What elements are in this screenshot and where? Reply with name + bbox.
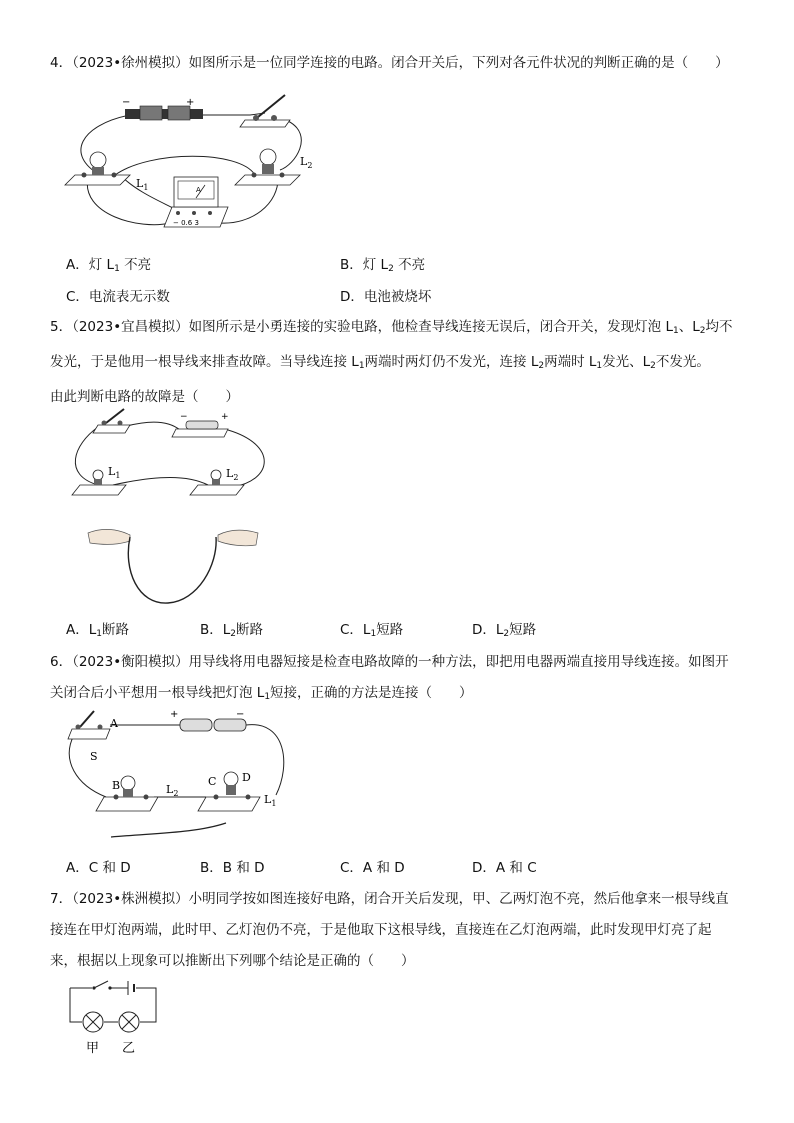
q4-option-a-sub: 1 bbox=[114, 264, 120, 274]
question-7-line-2: 接连在甲灯泡两端，此时甲、乙灯泡仍不亮，于是他取下这根导线，直接连在乙灯泡两端，此时发现甲灯亮了起 bbox=[50, 922, 712, 938]
battery-icon bbox=[180, 719, 246, 731]
q5-option-c-text: C．L bbox=[340, 622, 371, 638]
lamp-yi-symbol-icon bbox=[119, 1012, 139, 1032]
q5-option-c[interactable] bbox=[340, 618, 403, 639]
q4-l1-sub: 1 bbox=[143, 183, 149, 192]
question-5-line-2 bbox=[50, 347, 760, 382]
bulb-l2-icon bbox=[96, 776, 158, 811]
switch-symbol-icon bbox=[92, 981, 111, 990]
q6-l2-s1: 1 bbox=[264, 692, 271, 702]
question-5-circuit-figure bbox=[68, 405, 278, 605]
q5-l2-label: L bbox=[226, 467, 234, 480]
q5-option-d-tail: 短路 bbox=[509, 622, 537, 638]
bulb-l1-icon bbox=[65, 152, 130, 185]
q6-label-d: D bbox=[242, 771, 251, 784]
q6-label-s: S bbox=[90, 750, 98, 763]
q5-option-b-text: B．L bbox=[200, 622, 231, 638]
battery-icon bbox=[125, 106, 203, 120]
battery-symbol-icon bbox=[128, 981, 134, 995]
question-5-line-1 bbox=[50, 312, 760, 347]
question-5 bbox=[50, 312, 760, 413]
q5-l2-b: 两端时两灯仍不发光，连接 L bbox=[364, 354, 539, 370]
switch-icon bbox=[68, 711, 110, 739]
q5-l1-s2: 2 bbox=[699, 326, 706, 336]
q5-l1-a: 5．（2023•宜昌模拟）如图所示是小勇连接的实验电路，他检查导线连接无误后，闭合开关，发现灯泡 L bbox=[50, 319, 673, 335]
q6-option-b[interactable]: B．B 和 D bbox=[200, 860, 265, 876]
q5-l1-b: 、L bbox=[678, 319, 700, 335]
q6-option-d[interactable]: D．A 和 C bbox=[472, 860, 537, 876]
q5-l2-s4: 2 bbox=[650, 361, 656, 371]
q5-l2-s1: 1 bbox=[358, 361, 365, 371]
q5-l2-e: 不发光。 bbox=[655, 354, 710, 370]
q5-battery-minus: − bbox=[180, 412, 188, 422]
switch-icon bbox=[93, 409, 130, 433]
q5-l1-c: 均不 bbox=[705, 319, 733, 335]
q5-option-d[interactable] bbox=[472, 618, 536, 639]
q4-option-b[interactable] bbox=[340, 253, 425, 274]
q4-option-d-text: D．电池被烧坏 bbox=[340, 289, 432, 305]
q4-option-a-tail: 不亮 bbox=[119, 257, 152, 273]
ammeter-scale-label: − 0.6 3 bbox=[173, 219, 199, 227]
svg-text:L1 bbox=[108, 465, 120, 480]
q6-l2-b: 短接，正确的方法是连接（ ） bbox=[270, 685, 473, 701]
q5-option-a-sub: 1 bbox=[96, 629, 102, 639]
q4-option-d[interactable] bbox=[340, 285, 431, 305]
q5-l2-a: 发光，于是他用一根导线来排查故障。当导线连接 L bbox=[50, 354, 359, 370]
q4-option-a-text: A．灯 L bbox=[66, 257, 115, 273]
question-5-line-3: 由此判断电路的故障是（ ） bbox=[50, 389, 239, 405]
svg-text:L1 bbox=[264, 793, 276, 808]
ammeter-a-label: A bbox=[196, 186, 201, 194]
q4-option-b-text: B．灯 L bbox=[340, 257, 389, 273]
q6-label-b: B bbox=[112, 779, 121, 792]
battery-plus-label: + bbox=[186, 97, 195, 108]
q5-option-a-text: A．L bbox=[66, 622, 97, 638]
q4-option-b-sub: 2 bbox=[388, 264, 394, 274]
q6-l2-sub: 2 bbox=[173, 789, 179, 798]
question-7-circuit-diagram bbox=[66, 978, 166, 1058]
lamp-jia-symbol-icon bbox=[83, 1012, 103, 1032]
q5-l1-label: L bbox=[108, 465, 116, 478]
battery-minus-label: − bbox=[122, 97, 131, 108]
question-4-circuit-figure bbox=[60, 95, 340, 235]
q4-l2-label: L bbox=[300, 155, 308, 168]
q6-battery-minus: − bbox=[236, 709, 245, 720]
q6-label-a: A bbox=[110, 717, 118, 730]
svg-text:L2 bbox=[166, 783, 178, 798]
battery-icon bbox=[172, 421, 228, 437]
switch-icon bbox=[240, 95, 290, 127]
q6-l1-sub: 1 bbox=[271, 799, 277, 808]
q5-option-c-tail: 短路 bbox=[376, 622, 404, 638]
q6-battery-plus: + bbox=[170, 709, 179, 720]
svg-text:L2 bbox=[226, 467, 238, 482]
q4-option-a[interactable] bbox=[66, 253, 151, 274]
q6-l2-a: 关闭合后小平想用一根导线把灯泡 L bbox=[50, 685, 265, 701]
q4-option-c[interactable] bbox=[66, 285, 170, 305]
q5-l2-sub: 2 bbox=[233, 473, 239, 482]
q5-option-b[interactable] bbox=[200, 618, 263, 639]
hands-holding-wire-icon bbox=[88, 529, 258, 603]
q4-l1-label: L bbox=[136, 177, 144, 190]
q5-l2-s2: 2 bbox=[538, 361, 545, 371]
q5-option-b-tail: 断路 bbox=[236, 622, 264, 638]
question-7-line-1: 7．（2023•株洲模拟）小明同学按如图连接好电路，闭合开关后发现，甲、乙两灯泡不亮，然后他拿来一根导线直 bbox=[50, 891, 729, 907]
q4-l2-sub: 2 bbox=[307, 161, 313, 170]
q6-l1-label: L bbox=[264, 793, 272, 806]
question-6-line-1: 6．（2023•衡阳模拟）用导线将用电器短接是检查电路故障的一种方法，即把用电器两端直接用导线连接。如图开 bbox=[50, 654, 729, 670]
svg-text:L1 bbox=[136, 177, 148, 192]
question-7-line-3: 来，根据以上现象可以推断出下列哪个结论是正确的（ ） bbox=[50, 953, 415, 969]
q5-l1-s1: 1 bbox=[672, 326, 679, 336]
q5-option-a[interactable] bbox=[66, 618, 129, 639]
q6-label-c: C bbox=[208, 775, 217, 788]
q4-option-b-tail: 不亮 bbox=[393, 257, 426, 273]
q6-option-a[interactable]: A．C 和 D bbox=[66, 860, 131, 876]
q5-option-b-sub: 2 bbox=[230, 629, 237, 639]
q5-l2-s3: 1 bbox=[596, 361, 603, 371]
q5-l1-sub: 1 bbox=[115, 471, 121, 480]
q5-l2-c: 两端时 L bbox=[544, 354, 597, 370]
q7-label-jia: 甲 bbox=[86, 1041, 100, 1056]
question-7 bbox=[50, 884, 760, 977]
q5-option-d-text: D．L bbox=[472, 622, 504, 638]
svg-text:L2 bbox=[300, 155, 312, 170]
question-6 bbox=[50, 647, 760, 713]
q7-label-yi: 乙 bbox=[122, 1041, 136, 1056]
q5-option-a-tail: 断路 bbox=[102, 622, 129, 638]
q6-option-c[interactable]: C．A 和 D bbox=[340, 860, 405, 876]
q5-battery-plus: + bbox=[221, 412, 229, 422]
question-4-stem: 4．（2023•徐州模拟）如图所示是一位同学连接的电路。闭合开关后，下列对各元件状况的判断正确的是（ ） bbox=[50, 55, 729, 71]
q5-option-c-sub: 1 bbox=[370, 629, 377, 639]
q5-l2-d: 发光、L bbox=[602, 354, 651, 370]
q6-l2-label: L bbox=[166, 783, 174, 796]
question-4 bbox=[50, 48, 760, 79]
q4-option-c-text: C．电流表无示数 bbox=[66, 289, 170, 305]
question-6-circuit-figure bbox=[66, 705, 296, 845]
bulb-l2-icon bbox=[235, 149, 300, 185]
q5-option-d-sub: 2 bbox=[503, 629, 510, 639]
